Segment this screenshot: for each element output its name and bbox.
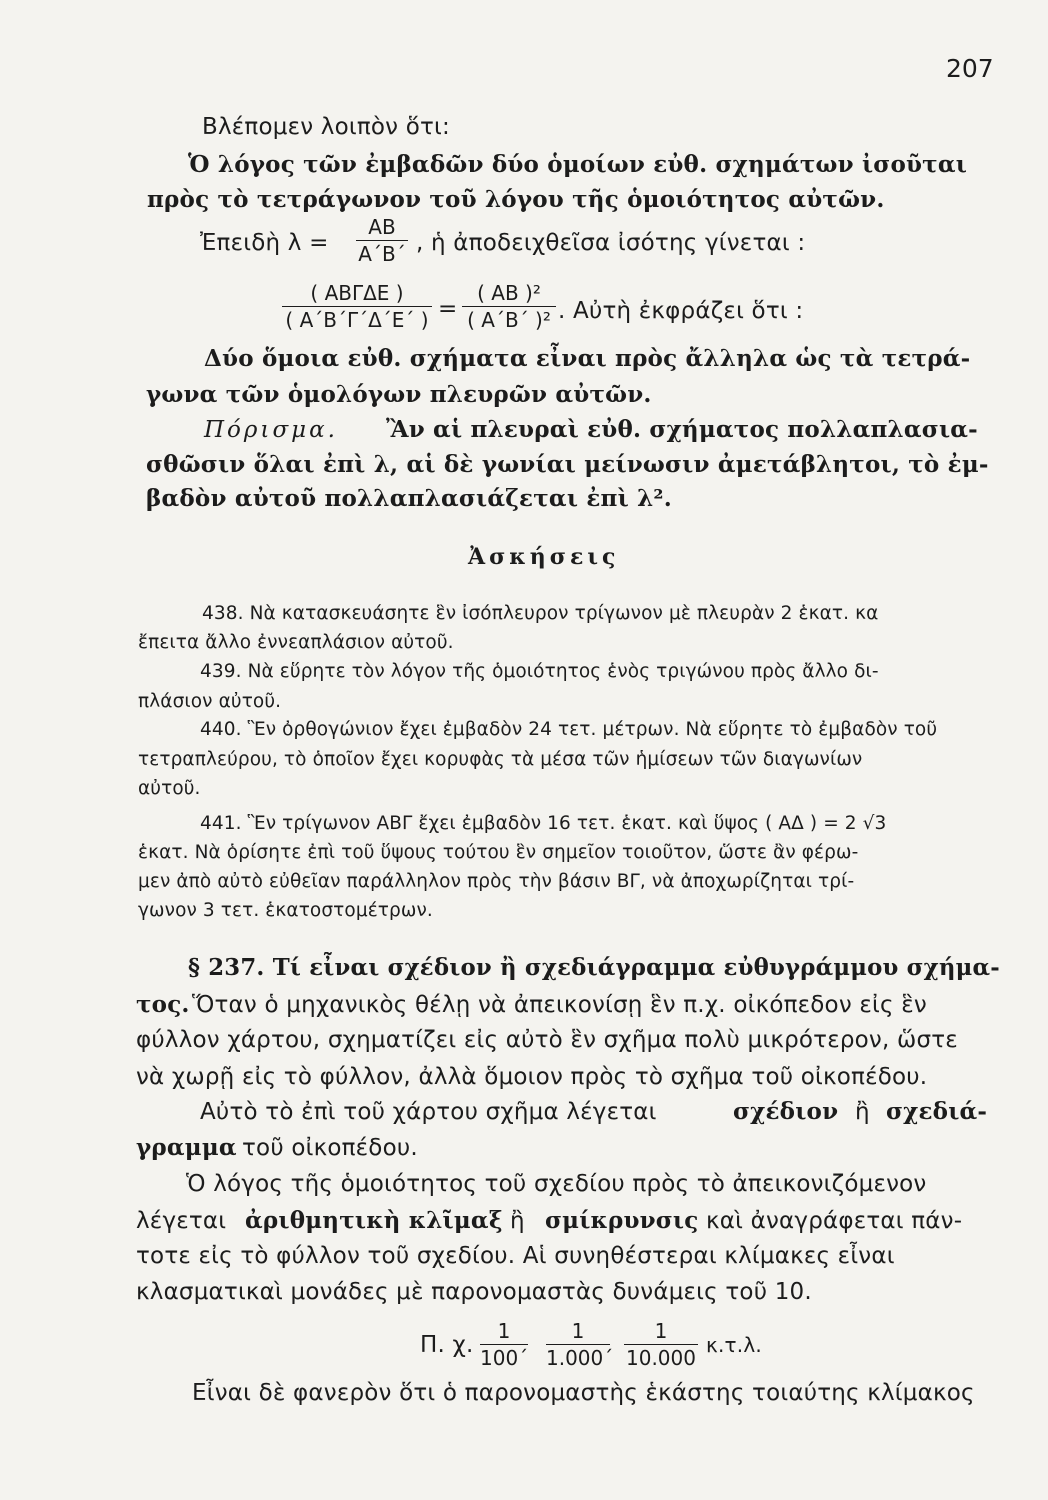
text-line: . Αὐτὴ ἐκφράζει ὅτι : xyxy=(558,298,804,324)
fraction-numerator: 1 xyxy=(654,1319,668,1343)
fraction-bar xyxy=(462,306,556,307)
area-ratio-fraction xyxy=(282,282,432,331)
text-line: κλασματικαὶ μονάδες μὲ παρονομαστὰς δυνάμεις τοῦ 10. xyxy=(136,1279,812,1305)
scale-fraction-10000 xyxy=(624,1320,698,1369)
text-line: τοῦ οἰκοπέδου. xyxy=(242,1135,418,1161)
corollary-label: Πόρισμα. xyxy=(204,417,338,443)
exercise-line: ἔπειτα ἄλλο ἐννεαπλάσιον αὐτοῦ. xyxy=(138,632,454,653)
exercise-line: μεν ἀπὸ αὐτὸ εὐθεῖαν παράλληλον πρὸς τὴν βάσιν ΒΓ, νὰ ἀποχωρίζηται τρί- xyxy=(138,871,855,892)
exercise-line: αὐτοῦ. xyxy=(138,778,201,799)
fraction-bar xyxy=(480,1344,528,1345)
etc-abbrev: κ.τ.λ. xyxy=(706,1333,762,1357)
fraction-denominator: 100΄ xyxy=(480,1346,529,1370)
exercise-line: 440. Ἓν ὀρθογώνιον ἔχει ἐμβαδὸν 24 τετ. μέτρων. Νὰ εὕρητε τὸ ἐμβαδὸν τοῦ xyxy=(200,719,938,740)
text-line: , ἡ ἀποδειχθεῖσα ἰσότης γίνεται : xyxy=(416,230,806,256)
text-line: Ὅταν ὁ μηχανικὸς θέλῃ νὰ ἀπεικονίσῃ ἓν π.χ. οἰκόπεδον εἰς ἓν xyxy=(192,992,927,1018)
theorem-line: Δύο ὅμοια εὐθ. σχήματα εἶναι πρὸς ἄλληλα ὡς τὰ τετρά- xyxy=(204,345,971,372)
term-schediagramma: σχεδιά- xyxy=(886,1098,988,1125)
scale-fraction-1000 xyxy=(546,1319,614,1370)
text-line: καὶ ἀναγράφεται πάν- xyxy=(706,1208,963,1234)
fraction-bar xyxy=(624,1344,698,1345)
exercise-line: 438. Νὰ κατασκευάσητε ἓν ἰσόπλευρον τρίγωνον μὲ πλευρὰν 2 ἑκατ. κα xyxy=(202,603,879,624)
fraction-numerator: 1 xyxy=(497,1319,511,1343)
term-reduction: σμίκρυνσις xyxy=(545,1207,699,1234)
text-line: Αὐτὸ τὸ ἐπὶ τοῦ χάρτου σχῆμα λέγεται xyxy=(200,1099,657,1125)
fraction-bar xyxy=(282,306,432,307)
fraction-numerator: 1 xyxy=(571,1319,585,1343)
term-schediagramma-end: γραμμα xyxy=(136,1134,237,1161)
text-line: Ὁ λόγος τῆς ὁμοιότητος τοῦ σχεδίου πρὸς τὸ ἀπεικονιζόμενον xyxy=(186,1171,927,1197)
theorem-line: πρὸς τὸ τετράγωνον τοῦ λόγου τῆς ὁμοιότητος αὐτῶν. xyxy=(147,186,885,213)
fraction-numerator: ( ΑΒΓΔΕ ) xyxy=(310,281,404,305)
text-line: νὰ χωρῇ εἰς τὸ φύλλον, ἀλλὰ ὅμοιον πρὸς τὸ σχῆμα τοῦ οἰκοπέδου. xyxy=(136,1064,928,1090)
exercise-line: ἑκατ. Νὰ ὁρίσητε ἐπὶ τοῦ ὕψους τούτου ἓν σημεῖον τοιοῦτον, ὥστε ἂν φέρω- xyxy=(138,842,859,863)
fraction-denominator: 1.000΄ xyxy=(546,1346,614,1370)
exercise-line: γωνον 3 τετ. ἑκατοστομέτρων. xyxy=(138,900,433,921)
exercise-line: τετραπλεύρου, τὸ ὁποῖον ἔχει κορυφὰς τὰ μέσα τῶν ἡμίσεων τῶν διαγωνίων xyxy=(138,749,863,770)
fraction-denominator: ( Α΄Β΄Γ΄Δ΄Ε΄ ) xyxy=(285,308,429,332)
exercise-line: 439. Νὰ εὕρητε τὸν λόγον τῆς ὁμοιότητος ἑνὸς τριγώνου πρὸς ἄλλο δι- xyxy=(200,661,879,682)
text-line: φύλλον χάρτου, σχηματίζει εἰς αὐτὸ ἓν σχῆμα πολὺ μικρότερον, ὥστε xyxy=(136,1027,958,1053)
example-label: Π. χ. xyxy=(420,1332,474,1358)
fraction-numerator: ΑΒ xyxy=(368,215,396,239)
theorem-line: Ὁ λόγος τῶν ἐμβαδῶν δύο ὁμοίων εὐθ. σχημάτων ἰσοῦται xyxy=(188,151,968,178)
exercise-line: πλάσιον αὐτοῦ. xyxy=(138,691,282,712)
corollary-line: βαδὸν αὐτοῦ πολλαπλασιάζεται ἐπὶ λ². xyxy=(146,485,672,512)
text-word: ἢ xyxy=(510,1208,525,1234)
section-heading-end: τος. xyxy=(136,991,190,1018)
fraction-bar xyxy=(546,1344,610,1345)
fraction-bar xyxy=(356,240,408,241)
corollary-line: σθῶσιν ὅλαι ἐπὶ λ, αἱ δὲ γωνίαι μείνωσιν ἀμετάβλητοι, τὸ ἐμ- xyxy=(146,451,989,478)
side-ratio-squared-fraction xyxy=(462,282,556,331)
text-line: τοτε εἰς τὸ φύλλον τοῦ σχεδίου. Αἱ συνηθέστεραι κλίμακες εἶναι xyxy=(136,1243,895,1269)
fraction-denominator: Α΄Β΄ xyxy=(358,242,406,266)
theorem-line: γωνα τῶν ὁμολόγων πλευρῶν αὐτῶν. xyxy=(146,381,652,408)
text-word: λέγεται xyxy=(136,1208,227,1234)
corollary-line: Ἂν αἱ πλευραὶ εὐθ. σχήματος πολλαπλασια- xyxy=(386,416,978,443)
section-heading: § 237. Τί εἶναι σχέδιον ἢ σχεδιάγραμμα εὐθυγράμμου σχήμα- xyxy=(188,954,1000,981)
equals-sign: = xyxy=(438,296,458,322)
text-line: Βλέπομεν λοιπὸν ὅτι: xyxy=(202,114,450,140)
term-arithmetic-scale: ἀριθμητικὴ κλῖμαξ xyxy=(245,1207,503,1234)
page-number: 207 xyxy=(946,54,994,83)
exercise-line: 441. Ἓν τρίγωνον ΑΒΓ ἔχει ἐμβαδὸν 16 τετ. ἑκατ. καὶ ὕψος ( ΑΔ ) = 2 √3 xyxy=(200,813,887,834)
fraction-denominator: 10.000 xyxy=(626,1346,696,1370)
text-line: Εἶναι δὲ φανερὸν ὅτι ὁ παρονομαστὴς ἑκάστης τοιαύτης κλίμακος xyxy=(192,1380,975,1406)
text-word: ἢ xyxy=(855,1099,870,1125)
exercises-heading: Ἀσκήσεις xyxy=(468,544,620,570)
lambda-fraction xyxy=(356,216,408,265)
fraction-numerator: ( ΑΒ )² xyxy=(477,281,541,305)
scale-fraction-100 xyxy=(480,1320,528,1369)
text-line: Ἐπειδὴ λ = xyxy=(200,230,329,256)
fraction-denominator: ( Α΄Β΄ )² xyxy=(467,308,551,332)
term-schedio: σχέδιον xyxy=(733,1098,839,1125)
